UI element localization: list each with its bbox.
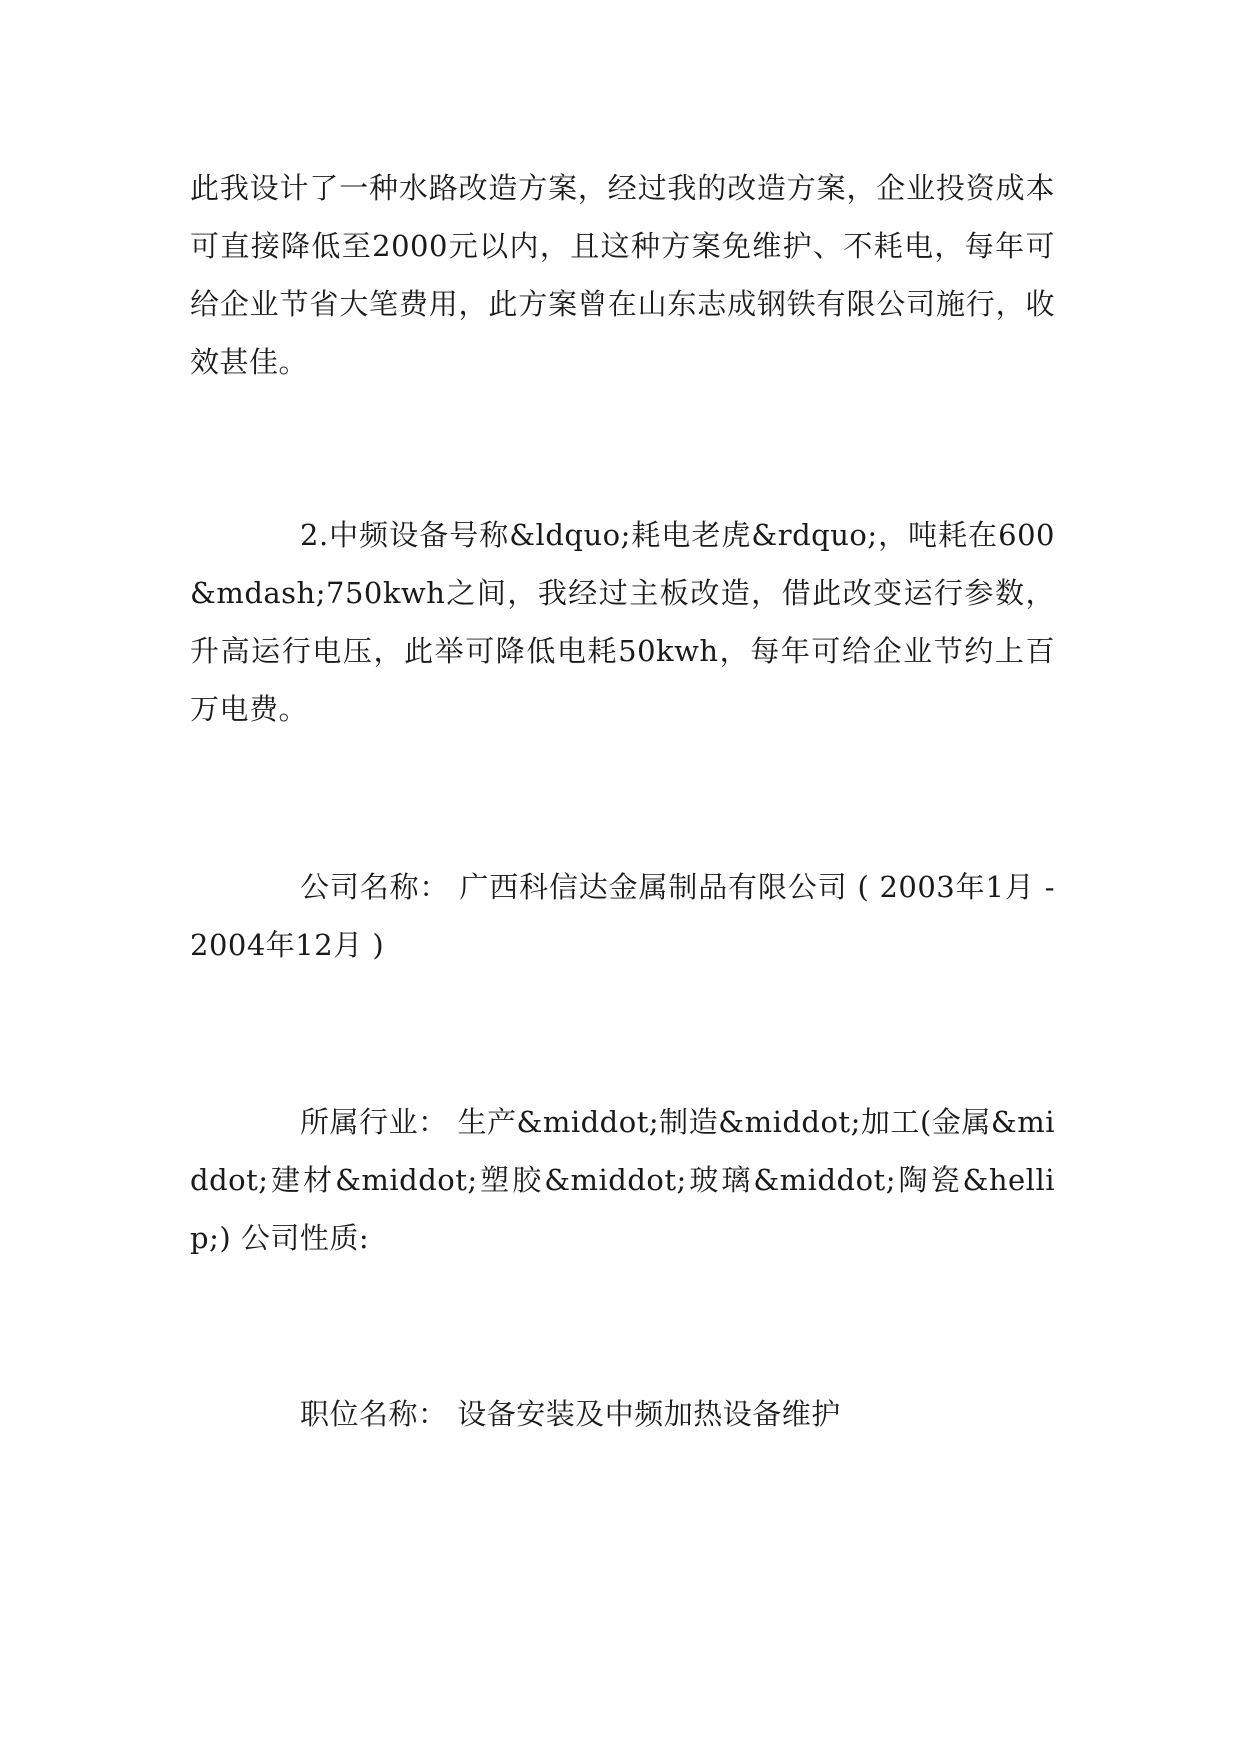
paragraph-job-title: 职位名称： 设备安装及中频加热设备维护 [300, 1397, 841, 1431]
paragraph-industry: 所属行业： 生产&middot;制造&middot;加工(金属&middot;建材&middot;塑胶&middot;玻璃&middot;陶瓷&hellip;) 公司性质: [190, 1105, 1055, 1255]
paragraph-water-circuit-plan: 此我设计了一种水路改造方案，经过我的改造方案，企业投资成本可直接降低至2000元以内，且这种方案免维护、不耗电，每年可给企业节省大笔费用，此方案曾在山东志成钢铁有限公司施行，收效甚佳。 [190, 171, 1055, 379]
paragraph-medium-frequency-equipment: 2.中频设备号称&ldquo;耗电老虎&rdquo;，吨耗在600&mdash;750kwh之间，我经过主板改造，借此改变运行参数，升高运行电压，此举可降低电耗50kwh，每年可给企业节约上百万电费。 [190, 518, 1055, 726]
paragraph-company-name: 公司名称： 广西科信达金属制品有限公司 ( 2003年1月 - 2004年12月 ) [190, 870, 1055, 962]
